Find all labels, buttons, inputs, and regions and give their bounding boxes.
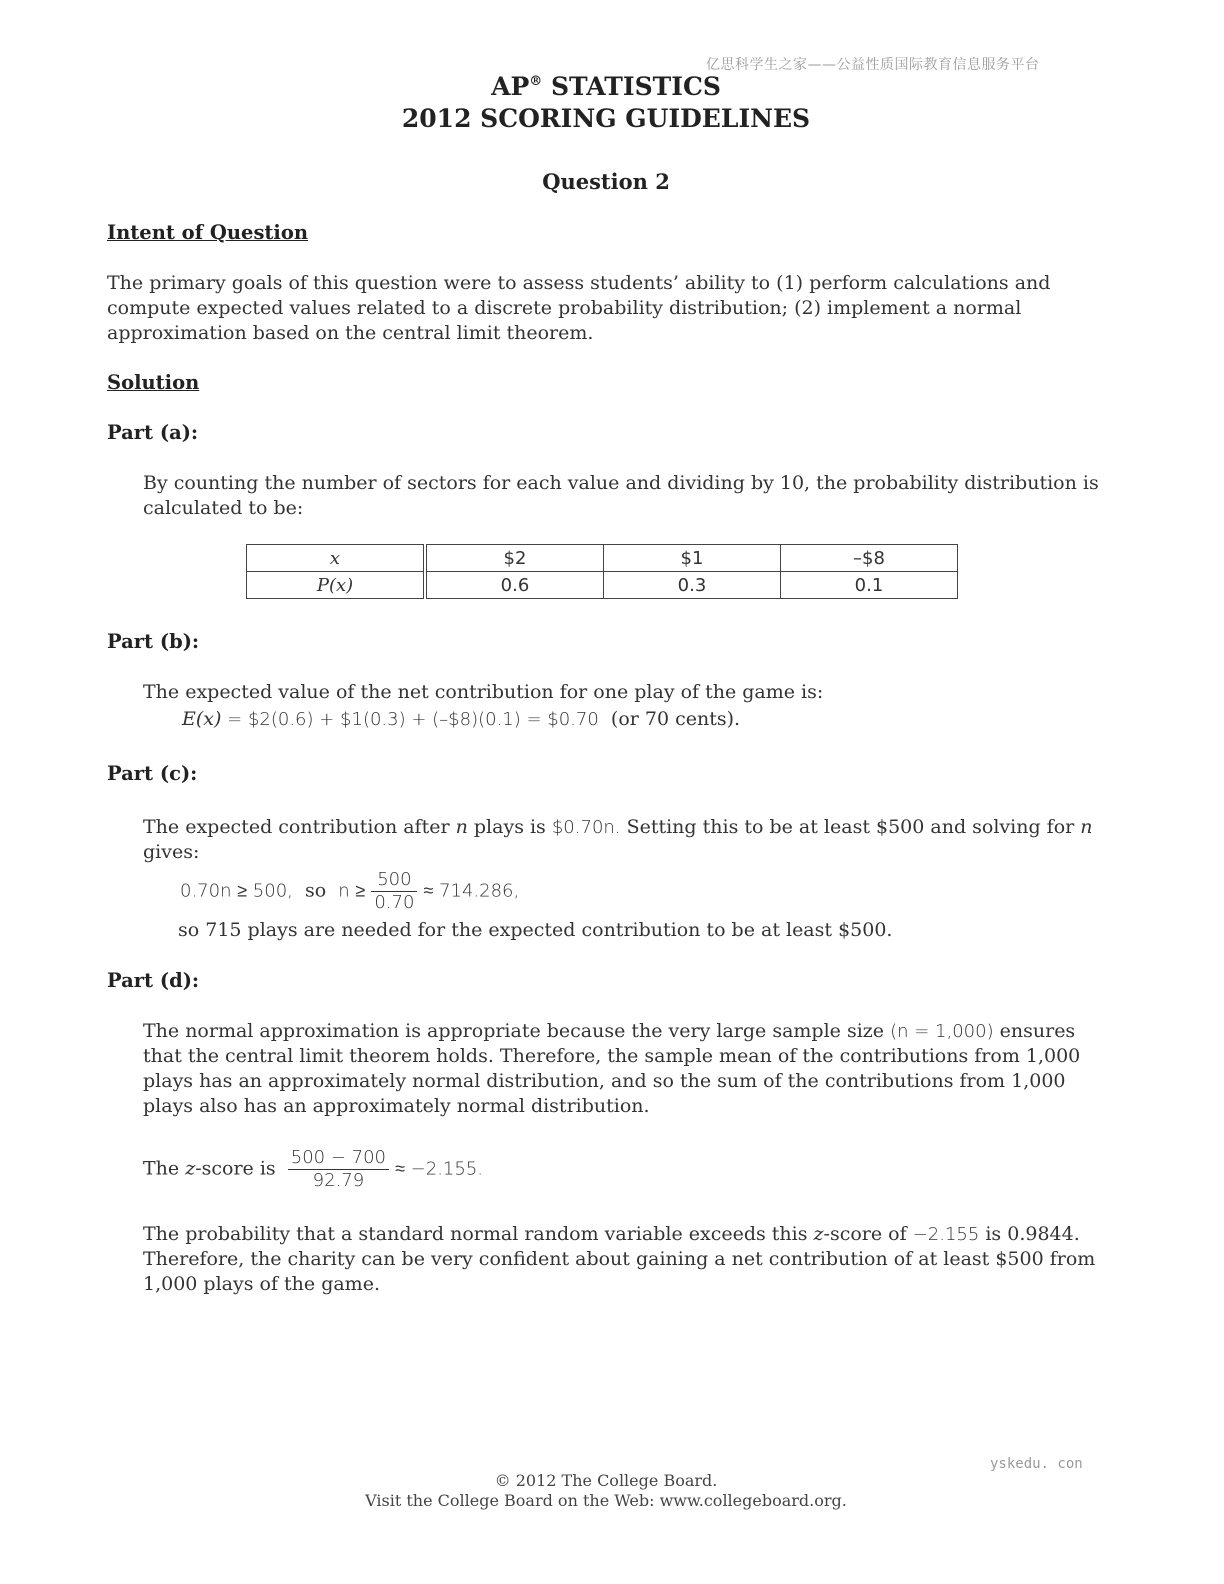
part-c-inequality: 0.70n ≥ 500, so n ≥ $\frac{500}{0.70}$ ≈ 714.286, bbox=[180, 869, 520, 913]
table-cell: P(x) bbox=[247, 572, 426, 599]
fraction: $\frac{500}{0.70}$ bbox=[371, 869, 417, 914]
part-d-text-1: The normal approximation is appropriate because the very large sample size (n = 1,000) ensures that the central limit theorem holds. Therefore, the sample mean of the contributions from 1,000 plays has an approximately normal distribution, and so the sum of the contributions from 1,000 plays also has an approximately normal distribution. bbox=[143, 1020, 1081, 1117]
part-a-heading: Part (a): bbox=[107, 421, 199, 444]
part-d-zscore: The z-score is $\frac{500 - 700}{92.79}$ ≈ −2.155. bbox=[143, 1147, 483, 1191]
page-title: AP® STATISTICS bbox=[491, 72, 721, 101]
part-b-text: The expected value of the net contribution for one play of the game is: bbox=[143, 681, 824, 703]
watermark-bottom: yskedu. con bbox=[990, 1456, 1083, 1472]
solution-heading: Solution bbox=[107, 371, 200, 394]
part-b-equation: E(x) = $2(0.6) + $1(0.3) + (–$8)(0.1) = $0.70 (or 70 cents). bbox=[182, 708, 741, 730]
watermark-top: 亿思科学生之家——公益性质国际教育信息服务平台 bbox=[706, 57, 1040, 73]
footer-copyright: © 2012 The College Board. bbox=[494, 1471, 718, 1490]
intent-text: The primary goals of this question were to assess students’ ability to (1) perform calculations and compute expected values related to a discrete probability distribution; (2) implement a normal approximation based on the central limit theorem. bbox=[107, 272, 1051, 344]
table-row bbox=[247, 545, 958, 572]
fraction: $\frac{500 - 700}{92.79}$ bbox=[288, 1147, 389, 1192]
table-cell: $1 bbox=[604, 545, 781, 572]
table-cell: –$8 bbox=[781, 545, 958, 572]
part-d-text-2: The probability that a standard normal random variable exceeds this z-score of −2.155 is 0.9844. Therefore, the charity can be very confident about gaining a net contribution of at least $500 from 1,000 plays of the game. bbox=[143, 1223, 1096, 1295]
page-subtitle: 2012 SCORING GUIDELINES bbox=[401, 104, 811, 133]
probability-table bbox=[246, 544, 958, 599]
table-cell: x bbox=[247, 545, 426, 572]
table-cell: $2 bbox=[425, 545, 604, 572]
part-c-conclusion: so 715 plays are needed for the expected contribution to be at least $500. bbox=[178, 919, 893, 941]
question-title: Question 2 bbox=[542, 169, 670, 194]
table-cell: 0.6 bbox=[425, 572, 604, 599]
table-row bbox=[247, 572, 958, 599]
intent-heading: Intent of Question bbox=[107, 221, 309, 244]
part-c-heading: Part (c): bbox=[107, 762, 198, 785]
part-c-text: The expected contribution after n plays is $0.70n. Setting this to be at least $500 and solving for n gives: bbox=[143, 816, 1093, 863]
part-b-heading: Part (b): bbox=[107, 630, 200, 653]
table-cell: 0.1 bbox=[781, 572, 958, 599]
table-cell: 0.3 bbox=[604, 572, 781, 599]
footer-visit[interactable]: Visit the College Board on the Web: www.collegeboard.org. bbox=[365, 1491, 847, 1510]
part-d-heading: Part (d): bbox=[107, 969, 200, 992]
part-a-text: By counting the number of sectors for each value and dividing by 10, the probability distribution is calculated to be: bbox=[143, 472, 1099, 519]
